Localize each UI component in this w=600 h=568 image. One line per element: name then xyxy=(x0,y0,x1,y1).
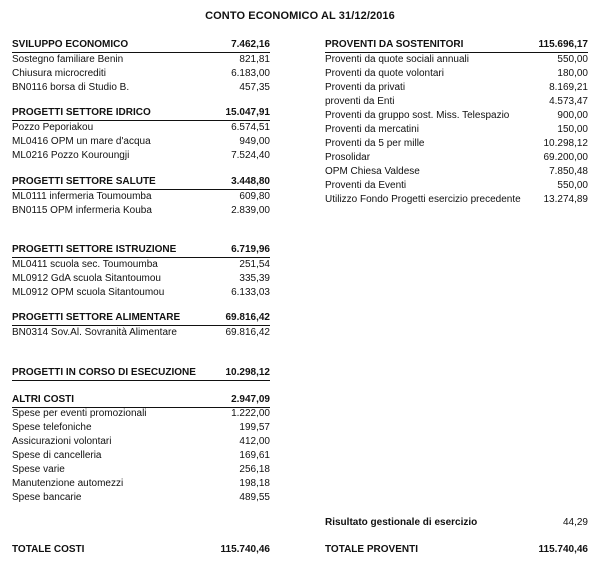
line-item xyxy=(12,326,270,340)
section-header-settore-salute xyxy=(12,175,270,190)
section-header-settore-alimentare xyxy=(12,311,270,326)
item-value: 69.816,42 xyxy=(225,327,270,338)
line-item xyxy=(12,258,270,272)
page-title: CONTO ECONOMICO AL 31/12/2016 xyxy=(205,10,395,22)
section-value: 3.448,80 xyxy=(231,176,270,187)
item-value: 8.169,21 xyxy=(549,82,588,93)
section-label: SVILUPPO ECONOMICO xyxy=(12,39,129,50)
section-label: PROGETTI SETTORE ALIMENTARE xyxy=(12,312,181,323)
item-value: 489,55 xyxy=(239,492,270,503)
section-header-altri-costi xyxy=(12,393,270,408)
line-item xyxy=(12,407,270,421)
line-item xyxy=(325,179,588,193)
item-value: 4.573,47 xyxy=(549,96,588,107)
line-item xyxy=(12,272,270,286)
item-label: ML0216 Pozzo Kouroungji xyxy=(12,150,130,161)
item-label: ML0912 GdA scuola Sitantoumou xyxy=(12,273,161,284)
item-value: 550,00 xyxy=(557,180,588,191)
item-label: ML0411 scuola sec. Toumoumba xyxy=(12,259,158,270)
section-value: 6.719,96 xyxy=(231,244,270,255)
item-label: Proventi da privati xyxy=(325,82,406,93)
item-value: 150,00 xyxy=(557,124,588,135)
item-value: 412,00 xyxy=(239,436,270,447)
item-value: 821,81 xyxy=(239,54,270,65)
section-header-settore-istruzione xyxy=(12,243,270,258)
section-value: 7.462,16 xyxy=(231,39,270,50)
item-value: 2.839,00 xyxy=(231,205,270,216)
line-item xyxy=(12,204,270,218)
section-value: 115.696,17 xyxy=(538,39,588,50)
line-item xyxy=(325,95,588,109)
item-label: Spese varie xyxy=(12,464,65,475)
total-costs-value: 115.740,46 xyxy=(220,544,270,555)
item-value: 198,18 xyxy=(239,478,270,489)
section-value: 10.298,12 xyxy=(225,367,270,378)
item-value: 13.274,89 xyxy=(543,194,588,205)
item-label: Proventi da quote sociali annuali xyxy=(325,54,469,65)
item-value: 7.524,40 xyxy=(231,150,270,161)
item-value: 609,80 xyxy=(239,191,270,202)
section-header-in-corso xyxy=(12,366,270,381)
line-item xyxy=(325,137,588,151)
item-label: Pozzo Peporiakou xyxy=(12,122,94,133)
line-item xyxy=(12,463,270,477)
item-label: Utilizzo Fondo Progetti esercizio precedente xyxy=(325,194,521,205)
line-item xyxy=(12,121,270,135)
item-value: 335,39 xyxy=(239,273,270,284)
line-item xyxy=(12,67,270,81)
result-row xyxy=(325,516,588,530)
item-value: 1.222,00 xyxy=(231,408,270,419)
item-value: 457,35 xyxy=(239,82,270,93)
item-label: Proventi da quote volontari xyxy=(325,68,444,79)
line-item xyxy=(325,81,588,95)
line-item xyxy=(325,165,588,179)
section-value: 69.816,42 xyxy=(225,312,270,323)
line-item xyxy=(12,81,270,95)
item-value: 256,18 xyxy=(239,464,270,475)
item-value: 7.850,48 xyxy=(549,166,588,177)
result-label: Risultato gestionale di esercizio xyxy=(325,517,478,528)
total-revenues-value: 115.740,46 xyxy=(538,544,588,555)
item-value: 949,00 xyxy=(239,136,270,147)
item-label: Sostegno familiare Benin xyxy=(12,54,124,65)
item-value: 6.574,51 xyxy=(231,122,270,133)
section-header-proventi xyxy=(325,38,588,53)
item-label: Prosolidar xyxy=(325,152,371,163)
section-label: PROGETTI SETTORE SALUTE xyxy=(12,176,156,187)
item-label: Assicurazioni volontari xyxy=(12,436,112,447)
item-label: Spese bancarie xyxy=(12,492,82,503)
section-label: ALTRI COSTI xyxy=(12,394,75,405)
item-value: 169,61 xyxy=(239,450,270,461)
line-item xyxy=(325,193,588,207)
result-value: 44,29 xyxy=(562,517,588,528)
line-item xyxy=(12,53,270,67)
line-item xyxy=(12,435,270,449)
item-value: 900,00 xyxy=(557,110,588,121)
item-label: Spese per eventi promozionali xyxy=(12,408,147,419)
item-label: Proventi da gruppo sost. Miss. Telespazio xyxy=(325,110,510,121)
section-label: PROGETTI SETTORE IDRICO xyxy=(12,107,151,118)
item-label: Proventi da 5 per mille xyxy=(325,138,425,149)
item-label: Chiusura microcrediti xyxy=(12,68,106,79)
section-value: 2.947,09 xyxy=(231,394,270,405)
line-item xyxy=(12,491,270,505)
item-value: 6.133,03 xyxy=(231,287,270,298)
total-costs-row xyxy=(12,543,270,557)
line-item xyxy=(12,477,270,491)
item-label: BN0314 Sov.Al. Sovranità Alimentare xyxy=(12,327,177,338)
line-item xyxy=(12,190,270,204)
total-costs-label: TOTALE COSTI xyxy=(12,544,85,555)
section-label: PROVENTI DA SOSTENITORI xyxy=(325,39,464,50)
section-header-sviluppo-economico xyxy=(12,38,270,53)
item-label: Proventi da mercatini xyxy=(325,124,419,135)
item-label: BN0116 borsa di Studio B. xyxy=(12,82,130,93)
item-label: Spese telefoniche xyxy=(12,422,92,433)
item-value: 180,00 xyxy=(557,68,588,79)
item-label: ML0912 OPM scuola Sitantoumou xyxy=(12,287,165,298)
item-label: BN0115 OPM infermeria Kouba xyxy=(12,205,152,216)
line-item xyxy=(325,109,588,123)
item-value: 69.200,00 xyxy=(543,152,588,163)
item-label: proventi da Enti xyxy=(325,96,395,107)
line-item xyxy=(325,53,588,67)
item-value: 199,57 xyxy=(239,422,270,433)
line-item xyxy=(325,67,588,81)
line-item xyxy=(12,149,270,163)
line-item xyxy=(12,286,270,300)
item-value: 550,00 xyxy=(557,54,588,65)
section-label: PROGETTI IN CORSO DI ESECUZIONE xyxy=(12,367,196,378)
total-revenues-label: TOTALE PROVENTI xyxy=(325,544,418,555)
line-item xyxy=(12,135,270,149)
item-label: ML0111 infermeria Toumoumba xyxy=(12,191,152,202)
line-item xyxy=(325,151,588,165)
item-label: ML0416 OPM un mare d'acqua xyxy=(12,136,151,147)
line-item xyxy=(12,421,270,435)
section-value: 15.047,91 xyxy=(225,107,270,118)
line-item xyxy=(325,123,588,137)
section-header-settore-idrico xyxy=(12,106,270,121)
item-label: OPM Chiesa Valdese xyxy=(325,166,420,177)
item-label: Manutenzione automezzi xyxy=(12,478,124,489)
line-item xyxy=(12,449,270,463)
item-value: 251,54 xyxy=(239,259,270,270)
item-value: 10.298,12 xyxy=(543,138,588,149)
section-label: PROGETTI SETTORE ISTRUZIONE xyxy=(12,244,177,255)
total-revenues-row xyxy=(325,543,588,557)
item-label: Proventi da Eventi xyxy=(325,180,407,191)
item-label: Spese di cancelleria xyxy=(12,450,102,461)
item-value: 6.183,00 xyxy=(231,68,270,79)
